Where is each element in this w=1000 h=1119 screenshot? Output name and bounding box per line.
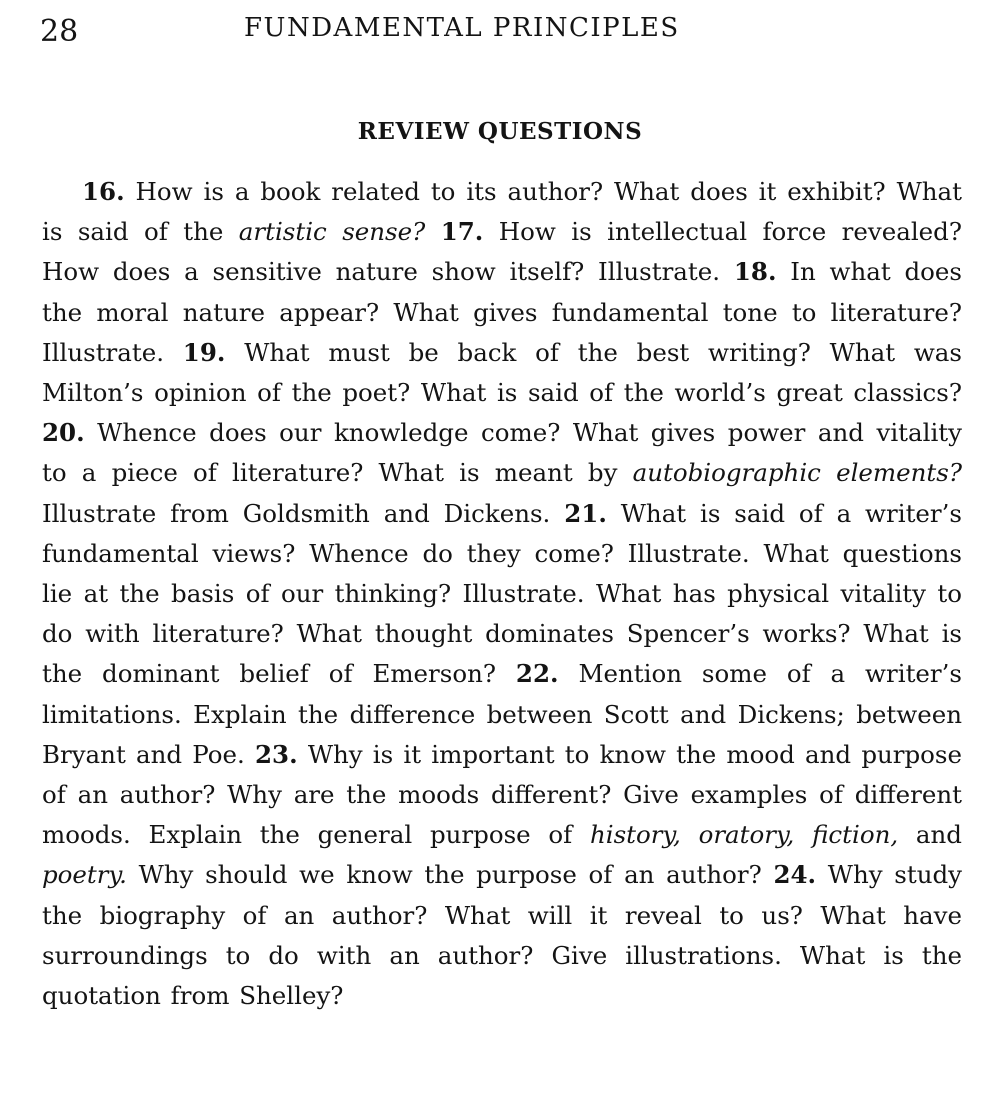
question-number: 22. [515,659,559,689]
italic-term: fiction, [812,820,899,850]
question-text-18: In what does the moral nature appear? What gives fundamental tone to literature? Illustrate. [42,257,962,367]
question-text-17: How is intellectual force revealed? How does a sensitive nature show itself? Illustrate. [42,217,962,287]
italic-term: oratory, [698,820,795,850]
question-number: 20. [42,418,85,448]
question-number: 23. [254,739,298,769]
running-head: FUNDAMENTAL PRINCIPLES [244,13,680,43]
question-number: 21. [564,498,607,528]
italic-term: poetry. [42,860,127,890]
question-number: 19. [182,337,226,367]
question-text-23c: Why should we know the purpose of an author? [126,860,774,890]
question-text-24: Why study the biography of an author? What will it reveal to us? What have surroundings to do with an author? Give illustrations. What is the quotation from Shelley? [42,860,962,1011]
question-text-21: What is said of a writer’s fundamental views? Whence do they come? Illustrate. What questions lie at the basis of our thinking? Illustrate. What has physical vitality to do with literature? What thought dominates Spencer’s works? What is the dominant belief of Emerson? [42,498,962,689]
question-text-19: What must be back of the best writing? What was Milton’s opinion of the poet? What is said of the world’s great classics? [42,337,962,408]
question-number: 24. [773,860,817,890]
question-text-20b: Illustrate from Goldsmith and Dickens. [42,498,565,528]
question-text-23: Why is it important to know the mood and purpose of an author? Why are the moods different? Give examples of different moods. Explain the general purpose of [42,739,962,850]
italic-term: history, [589,820,681,850]
question-text-22: Mention some of a writer’s limitations. Explain the difference between Scott and Dickens; between Bryant and Poe. [42,659,962,769]
review-questions-paragraph [42,172,962,1016]
question-number: 18. [733,257,777,287]
section-heading: REVIEW QUESTIONS [357,118,643,145]
question-text-20: Whence does our knowledge come? What gives power and vitality to a piece of literature? What is meant by [42,418,962,488]
question-number: 17. [440,217,484,247]
page-number: 28 [40,14,79,49]
question-text-16: How is a book related to its author? What does it exhibit? What is said of the [42,177,962,247]
italic-term: artistic sense? [238,217,426,247]
question-number: 16. [82,177,125,206]
question-text-23b: and [898,820,962,850]
italic-term: autobiographic elements? [632,458,962,488]
